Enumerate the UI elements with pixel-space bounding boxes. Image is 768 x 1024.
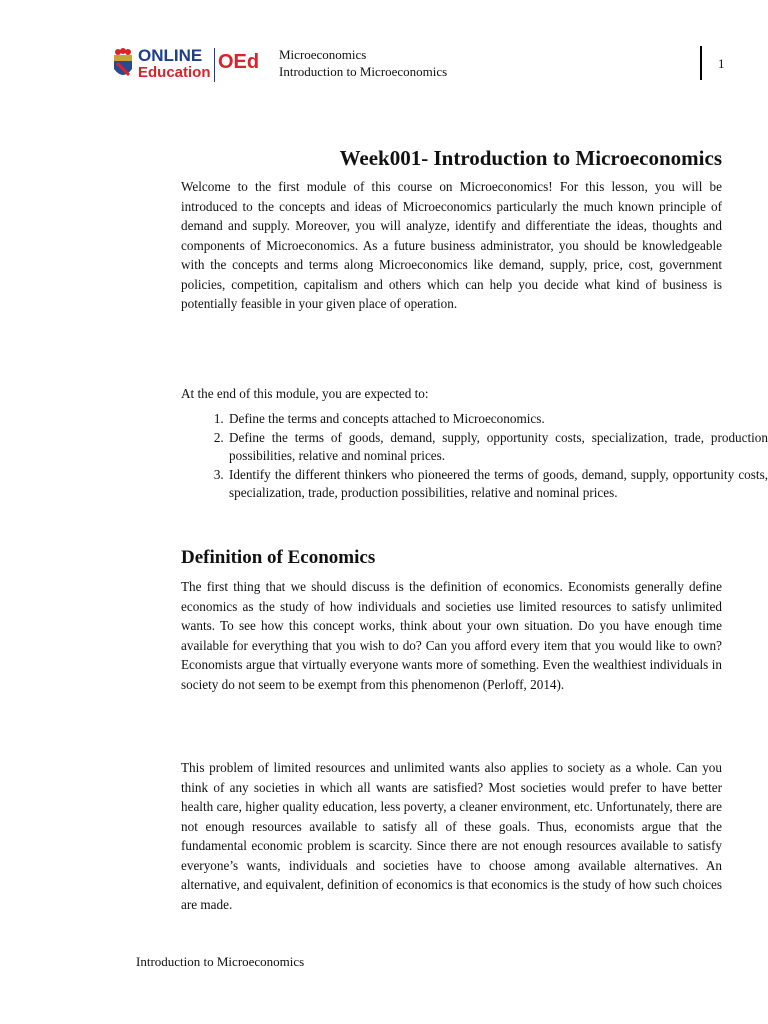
page-number-divider — [700, 46, 702, 80]
list-item: 3. Identify the different thinkers who pioneered the terms of goods, demand, supply, opportunity costs, specialization, trade, production possibilities, relative and nominal prices. — [227, 466, 768, 503]
logo-online-text: ONLINE — [138, 46, 203, 65]
header-course: Microeconomics — [279, 47, 367, 62]
list-item: 2. Define the terms of goods, demand, supply, opportunity costs, specialization, trade, production possibilities, relative and nominal prices. — [227, 429, 768, 466]
page-title: Week001- Introduction to Microeconomics — [339, 146, 722, 170]
online-education-logo — [112, 44, 264, 86]
crest-icon — [112, 47, 134, 83]
page-number: 1 — [718, 56, 725, 71]
logo-oed-text: OEd — [218, 51, 260, 73]
logo-education-text: Education — [138, 64, 211, 81]
definition-paragraph-2: This problem of limited resources and unlimited wants also applies to society as a whole. Can you think of any societies in which all wants are satisfied? Most societies would prefer to have better health care, higher quality education, less poverty, a cleaner environment, etc. Unfortunately, there are not enough resources available to satisfy all of these goals. Thus, economists argue that the fundamental economic problem is scarcity. Since there are not enough resources available to satisfy everyone’s wants, individuals and societies have to choose among available alternatives. An alternative, and equivalent, definition of economics is that economics is the study of how such choices are made. — [181, 760, 722, 912]
footer-text: Introduction to Microeconomics — [136, 954, 305, 969]
intro-paragraph: Welcome to the first module of this course on Microeconomics! For this lesson, you will be introduced to the concepts and ideas of Microeconomics particularly the much known principle of demand and supply. Moreover, you will analyze, identify and differentiate the ideas, thoughts and components of Microeconomics. As a future business administrator, you should be knowledgeable with the concepts and terms along Microeconomics like demand, supply, price, cost, government policies, competition, capitalism and others which can help you decide what kind of business is potentially feasible in your given place of operation. — [181, 179, 722, 311]
section-heading: Definition of Economics — [181, 547, 376, 568]
header-subtitle: Introduction to Microeconomics — [279, 64, 448, 79]
list-item: 1. Define the terms and concepts attached to Microeconomics. — [227, 410, 768, 429]
objectives-lead: At the end of this module, you are expected to: — [181, 386, 429, 401]
definition-paragraph-1: The first thing that we should discuss is the definition of economics. Economists generally define economics as the study of how individuals and societies use limited resources to satisfy unlimited wants. To see how this concept works, think about your own situation. Do you have enough time available for everything that you wish to do? Can you afford every item that you would like to own? Economists argue that virtually everyone wants more of something. Even the wealthiest individuals in society do not seem to be exempt from this phenomenon (Perloff, 2014). — [181, 579, 722, 692]
objectives-list — [181, 410, 768, 503]
logo-divider — [214, 48, 215, 82]
